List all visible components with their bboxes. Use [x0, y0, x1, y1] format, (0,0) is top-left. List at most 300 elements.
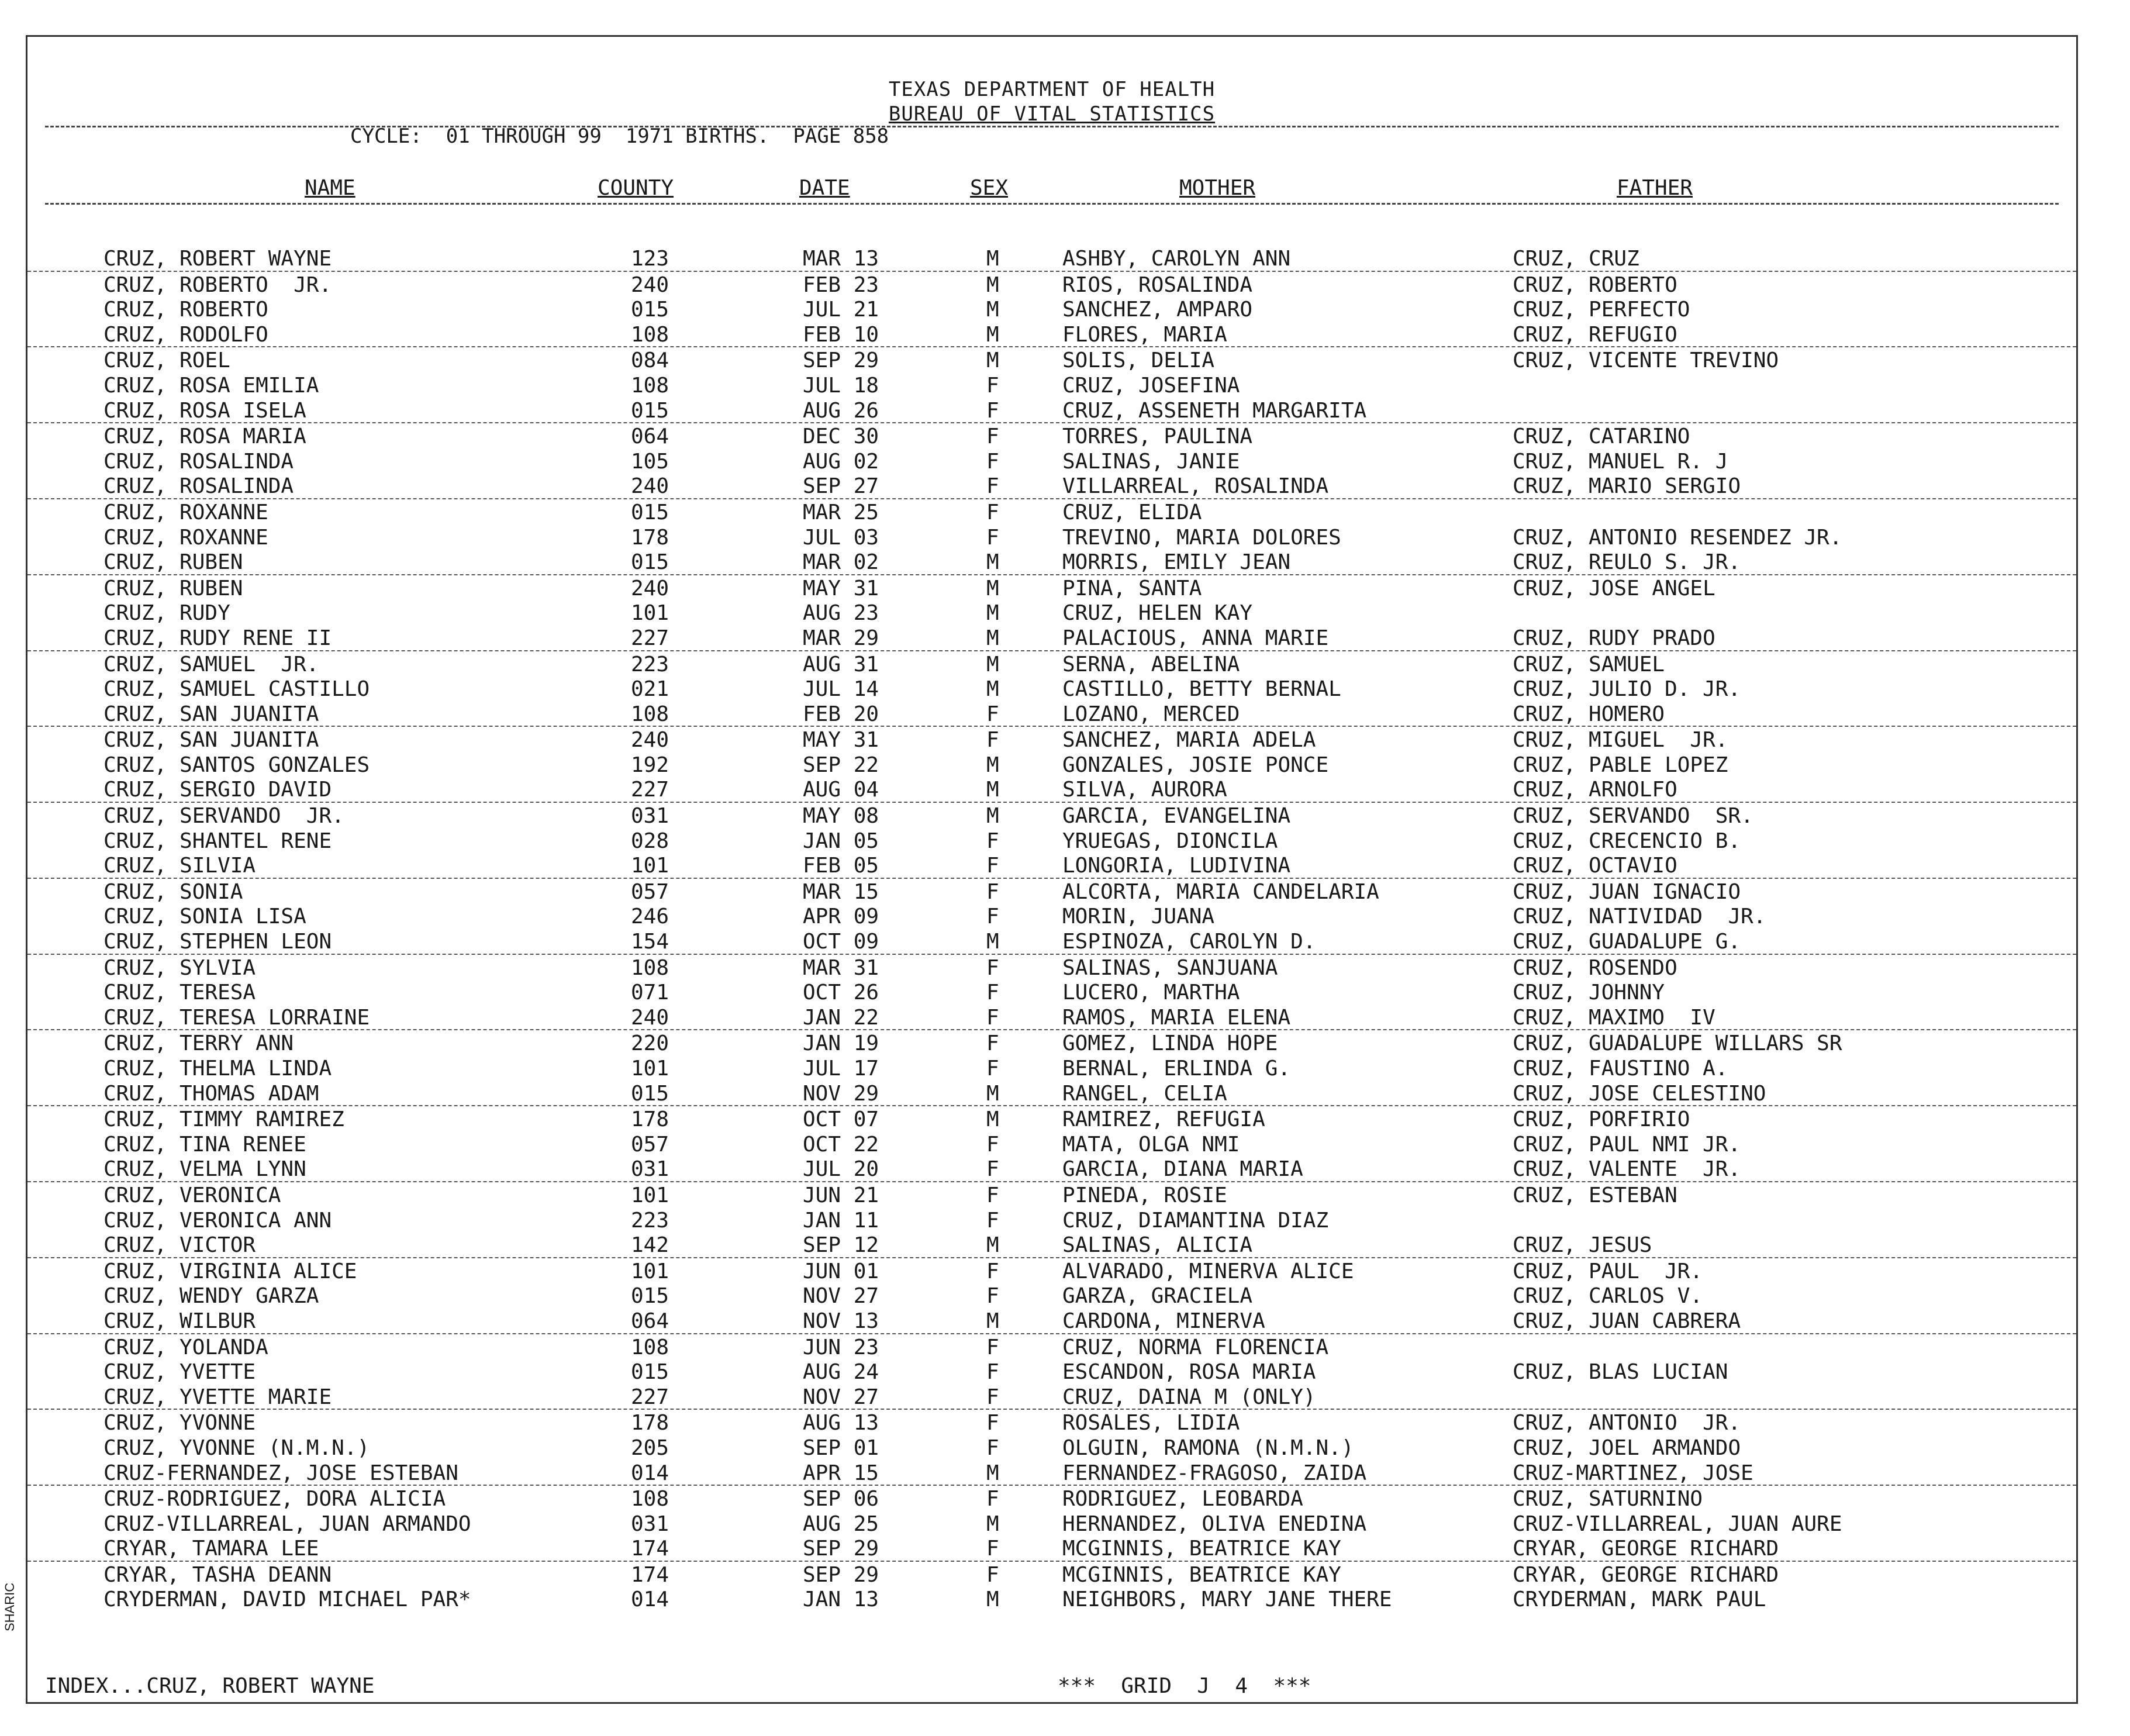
- record-county: 174: [631, 1537, 669, 1561]
- record-mother: RANGEL, CELIA: [1062, 1081, 1227, 1106]
- record-father: CRUZ, VALENTE JR.: [1513, 1157, 1741, 1182]
- record-father: CRUZ, RUDY PRADO: [1513, 626, 1715, 650]
- record-father: CRUZ, VICENTE TREVINO: [1513, 348, 1779, 373]
- record-father: CRUZ-MARTINEZ, JOSE: [1513, 1461, 1753, 1485]
- record-row: [27, 752, 2076, 777]
- record-mother: GARCIA, DIANA MARIA: [1062, 1157, 1303, 1182]
- record-county: 108: [631, 1335, 669, 1359]
- record-father: CRUZ, PERFECTO: [1513, 298, 1690, 322]
- record-mother: SILVA, AURORA: [1062, 778, 1227, 802]
- column-header-father: FATHER: [1617, 176, 1693, 200]
- column-header-divider: [45, 203, 2059, 205]
- record-date: OCT 22: [803, 1132, 879, 1157]
- record-name: CRYAR, TASHA DEANN: [103, 1562, 332, 1587]
- record-mother: GONZALES, JOSIE PONCE: [1062, 753, 1329, 777]
- page-frame: [26, 35, 2078, 1704]
- record-date: MAR 15: [803, 879, 879, 904]
- record-mother: VILLARREAL, ROSALINDA: [1062, 474, 1329, 499]
- record-sex: F: [986, 1259, 999, 1283]
- record-date: AUG 26: [803, 398, 879, 423]
- record-mother: PALACIOUS, ANNA MARIE: [1062, 626, 1329, 650]
- record-mother: GARCIA, EVANGELINA: [1062, 804, 1291, 829]
- record-date: SEP 29: [803, 1537, 879, 1561]
- record-mother: RAMOS, MARIA ELENA: [1062, 1005, 1291, 1030]
- record-sex: M: [986, 930, 999, 954]
- record-row: [27, 828, 2076, 853]
- record-county: 240: [631, 272, 669, 297]
- record-father: CRUZ, SERVANDO SR.: [1513, 804, 1753, 829]
- record-county: 015: [631, 398, 669, 423]
- record-date: JAN 11: [803, 1208, 879, 1233]
- record-name: CRUZ, RUDY: [103, 601, 230, 626]
- record-row: [27, 499, 2076, 524]
- record-name: CRUZ, RUDY RENE II: [103, 626, 332, 650]
- record-date: SEP 27: [803, 474, 879, 499]
- record-row: [27, 1081, 2076, 1107]
- record-county: 227: [631, 778, 669, 802]
- record-date: AUG 13: [803, 1411, 879, 1435]
- record-mother: RIOS, ROSALINDA: [1062, 272, 1253, 297]
- record-row: [27, 1410, 2076, 1435]
- record-mother: ALCORTA, MARIA CANDELARIA: [1062, 879, 1379, 904]
- record-date: NOV 13: [803, 1309, 879, 1333]
- record-date: JUN 21: [803, 1183, 879, 1207]
- column-header-date: DATE: [799, 176, 850, 200]
- record-sex: M: [986, 1461, 999, 1485]
- record-mother: OLGUIN, RAMONA (N.M.N.): [1062, 1435, 1354, 1460]
- record-date: JUN 23: [803, 1335, 879, 1359]
- record-name: CRUZ, ROXANNE: [103, 500, 268, 524]
- record-sex: F: [986, 981, 999, 1005]
- record-name: CRUZ, RUBEN: [103, 576, 243, 600]
- record-row: [27, 1156, 2076, 1182]
- record-date: NOV 27: [803, 1385, 879, 1409]
- record-mother: SERNA, ABELINA: [1062, 652, 1240, 677]
- record-county: 071: [631, 981, 669, 1005]
- record-county: 014: [631, 1587, 669, 1612]
- record-date: AUG 02: [803, 449, 879, 474]
- record-date: AUG 25: [803, 1511, 879, 1536]
- record-name: CRUZ, YOLANDA: [103, 1335, 268, 1359]
- record-date: SEP 29: [803, 348, 879, 373]
- record-row: [27, 1486, 2076, 1511]
- record-mother: MORIN, JUANA: [1062, 905, 1215, 929]
- record-mother: LONGORIA, LUDIVINA: [1062, 854, 1291, 878]
- record-father: CRUZ, ANTONIO RESENDEZ JR.: [1513, 525, 1842, 550]
- record-mother: CASTILLO, BETTY BERNAL: [1062, 677, 1341, 702]
- record-sex: F: [986, 1335, 999, 1359]
- record-date: MAR 29: [803, 626, 879, 650]
- record-county: 108: [631, 322, 669, 347]
- record-county: 064: [631, 1309, 669, 1333]
- record-county: 240: [631, 576, 669, 600]
- record-sex: M: [986, 652, 999, 677]
- record-mother: MATA, OLGA NMI: [1062, 1132, 1240, 1157]
- record-father: CRUZ, REULO S. JR.: [1513, 550, 1741, 575]
- record-row: [27, 296, 2076, 322]
- record-row: [27, 1586, 2076, 1611]
- record-father: CRUZ, PAUL JR.: [1513, 1259, 1703, 1283]
- record-row: [27, 651, 2076, 677]
- record-sex: F: [986, 1360, 999, 1385]
- record-name: CRUZ, VICTOR: [103, 1233, 256, 1258]
- record-county: 101: [631, 601, 669, 626]
- record-row: [27, 903, 2076, 929]
- column-header-county: COUNTY: [598, 176, 674, 200]
- record-row: [27, 1055, 2076, 1081]
- record-sex: F: [986, 829, 999, 853]
- record-county: 105: [631, 449, 669, 474]
- record-date: SEP 29: [803, 1562, 879, 1587]
- record-mother: GARZA, GRACIELA: [1062, 1284, 1253, 1309]
- record-father: CRUZ, JOHNNY: [1513, 981, 1665, 1005]
- record-sex: F: [986, 1435, 999, 1460]
- record-county: 101: [631, 854, 669, 878]
- record-sex: F: [986, 955, 999, 980]
- record-mother: NEIGHBORS, MARY JANE THERE: [1062, 1587, 1392, 1612]
- record-row: [27, 1435, 2076, 1460]
- record-county: 178: [631, 1107, 669, 1132]
- record-row: [27, 1334, 2076, 1359]
- record-name: CRUZ, YVONNE: [103, 1411, 256, 1435]
- record-row: [27, 929, 2076, 955]
- record-father: CRUZ, JUAN IGNACIO: [1513, 879, 1741, 904]
- record-mother: RAMIREZ, REFUGIA: [1062, 1107, 1265, 1132]
- record-mother: CRUZ, DIAMANTINA DIAZ: [1062, 1208, 1329, 1233]
- record-mother: ROSALES, LIDIA: [1062, 1411, 1240, 1435]
- record-date: DEC 30: [803, 424, 879, 449]
- record-father: CRYAR, GEORGE RICHARD: [1513, 1562, 1779, 1587]
- record-date: AUG 04: [803, 778, 879, 802]
- record-row: [27, 524, 2076, 550]
- record-name: CRUZ, ROSA EMILIA: [103, 373, 319, 398]
- record-mother: HERNANDEZ, OLIVA ENEDINA: [1062, 1511, 1367, 1536]
- record-name: CRUZ, SAN JUANITA: [103, 702, 319, 726]
- record-row: [27, 1258, 2076, 1283]
- record-sex: M: [986, 272, 999, 297]
- record-sex: F: [986, 1385, 999, 1409]
- record-father: CRYDERMAN, MARK PAUL: [1513, 1587, 1766, 1612]
- record-father: CRUZ, PABLE LOPEZ: [1513, 753, 1728, 777]
- record-name: CRUZ, TERESA: [103, 981, 256, 1005]
- record-father: CRUZ, MANUEL R. J: [1513, 449, 1728, 474]
- record-county: 057: [631, 879, 669, 904]
- record-date: OCT 09: [803, 930, 879, 954]
- record-county: 220: [631, 1031, 669, 1056]
- record-date: APR 09: [803, 905, 879, 929]
- record-county: 174: [631, 1562, 669, 1587]
- record-date: JAN 05: [803, 829, 879, 853]
- record-sex: F: [986, 1057, 999, 1081]
- record-county: 064: [631, 424, 669, 449]
- record-mother: LOZANO, MERCED: [1062, 702, 1240, 726]
- record-row: [27, 1207, 2076, 1233]
- record-row: [27, 776, 2076, 803]
- record-sex: M: [986, 1309, 999, 1333]
- record-name: CRUZ, ROSALINDA: [103, 449, 294, 474]
- record-date: NOV 29: [803, 1081, 879, 1106]
- record-mother: CARDONA, MINERVA: [1062, 1309, 1265, 1333]
- record-name: CRUZ, THELMA LINDA: [103, 1057, 332, 1081]
- record-name: CRUZ, SONIA LISA: [103, 905, 306, 929]
- record-father: CRUZ, MAXIMO IV: [1513, 1005, 1715, 1030]
- record-name: CRUZ, ROXANNE: [103, 525, 268, 550]
- record-sex: M: [986, 1587, 999, 1612]
- record-name: CRUZ, VERONICA ANN: [103, 1208, 332, 1233]
- record-date: MAR 31: [803, 955, 879, 980]
- record-row: [27, 879, 2076, 904]
- record-row: [27, 1562, 2076, 1587]
- record-county: 028: [631, 829, 669, 853]
- record-mother: FLORES, MARIA: [1062, 322, 1227, 347]
- record-sex: M: [986, 247, 999, 271]
- record-date: SEP 12: [803, 1233, 879, 1258]
- record-date: MAY 31: [803, 728, 879, 753]
- record-row: [27, 246, 2076, 272]
- record-mother: TORRES, PAULINA: [1062, 424, 1253, 449]
- record-sex: M: [986, 1081, 999, 1106]
- record-county: 031: [631, 1511, 669, 1536]
- record-date: APR 15: [803, 1461, 879, 1485]
- record-date: MAR 02: [803, 550, 879, 575]
- record-row: [27, 322, 2076, 348]
- record-sex: F: [986, 1562, 999, 1587]
- record-sex: M: [986, 601, 999, 626]
- record-sex: F: [986, 879, 999, 904]
- record-row: [27, 1384, 2076, 1410]
- record-sex: F: [986, 905, 999, 929]
- record-county: 240: [631, 1005, 669, 1030]
- record-date: MAY 31: [803, 576, 879, 600]
- record-row: [27, 1535, 2076, 1562]
- record-father: CRUZ, JOSE CELESTINO: [1513, 1081, 1766, 1106]
- record-sex: M: [986, 298, 999, 322]
- record-date: FEB 23: [803, 272, 879, 297]
- record-sex: F: [986, 398, 999, 423]
- record-father: CRUZ, MIGUEL JR.: [1513, 728, 1728, 753]
- record-name: CRUZ, SAN JUANITA: [103, 728, 319, 753]
- record-sex: F: [986, 1411, 999, 1435]
- record-date: JUL 14: [803, 677, 879, 702]
- record-sex: F: [986, 728, 999, 753]
- record-county: 015: [631, 1284, 669, 1309]
- record-father: CRUZ, CARLOS V.: [1513, 1284, 1703, 1309]
- record-name: CRUZ, THOMAS ADAM: [103, 1081, 319, 1106]
- record-name: CRUZ, VIRGINIA ALICE: [103, 1259, 357, 1283]
- record-row: [27, 272, 2076, 297]
- record-county: 240: [631, 728, 669, 753]
- record-father: CRUZ, CATARINO: [1513, 424, 1690, 449]
- record-name: CRUZ, SERGIO DAVID: [103, 778, 332, 802]
- record-county: 101: [631, 1183, 669, 1207]
- record-name: CRUZ, SANTOS GONZALES: [103, 753, 370, 777]
- record-mother: SOLIS, DELIA: [1062, 348, 1215, 373]
- record-date: FEB 05: [803, 854, 879, 878]
- record-date: JUL 21: [803, 298, 879, 322]
- record-county: 108: [631, 1487, 669, 1511]
- record-mother: CRUZ, HELEN KAY: [1062, 601, 1253, 626]
- record-sex: F: [986, 1284, 999, 1309]
- record-father: CRUZ, ROBERTO: [1513, 272, 1677, 297]
- record-row: [27, 1308, 2076, 1334]
- record-name: CRUZ, SAMUEL JR.: [103, 652, 319, 677]
- record-county: 101: [631, 1259, 669, 1283]
- record-sex: M: [986, 1511, 999, 1536]
- record-sex: M: [986, 804, 999, 829]
- record-name: CRYDERMAN, DAVID MICHAEL PAR*: [103, 1587, 471, 1612]
- record-sex: M: [986, 677, 999, 702]
- record-father: CRUZ, ANTONIO JR.: [1513, 1411, 1741, 1435]
- record-sex: M: [986, 753, 999, 777]
- record-father: CRUZ, FAUSTINO A.: [1513, 1057, 1728, 1081]
- record-county: 108: [631, 702, 669, 726]
- record-row: [27, 676, 2076, 701]
- record-father: CRUZ, SATURNINO: [1513, 1487, 1703, 1511]
- record-date: JUL 20: [803, 1157, 879, 1182]
- record-father: CRUZ, OCTAVIO: [1513, 854, 1677, 878]
- record-mother: CRUZ, JOSEFINA: [1062, 373, 1240, 398]
- record-mother: TREVINO, MARIA DOLORES: [1062, 525, 1341, 550]
- record-name: CRUZ, ROEL: [103, 348, 230, 373]
- record-row: [27, 398, 2076, 424]
- record-row: [27, 853, 2076, 879]
- record-row: [27, 1283, 2076, 1308]
- record-mother: SALINAS, ALICIA: [1062, 1233, 1253, 1258]
- record-county: 223: [631, 652, 669, 677]
- record-date: AUG 23: [803, 601, 879, 626]
- record-mother: PINA, SANTA: [1062, 576, 1202, 600]
- record-mother: SANCHEZ, AMPARO: [1062, 298, 1253, 322]
- record-sex: F: [986, 449, 999, 474]
- record-sex: F: [986, 1031, 999, 1056]
- record-name: CRUZ, SILVIA: [103, 854, 256, 878]
- record-county: 101: [631, 1057, 669, 1081]
- record-mother: SALINAS, SANJUANA: [1062, 955, 1278, 980]
- record-father: CRUZ, BLAS LUCIAN: [1513, 1360, 1728, 1385]
- record-name: CRUZ, YVETTE: [103, 1360, 256, 1385]
- record-date: AUG 24: [803, 1360, 879, 1385]
- record-mother: CRUZ, DAINA M (ONLY): [1062, 1385, 1316, 1409]
- record-sex: M: [986, 626, 999, 650]
- record-row: [27, 347, 2076, 372]
- record-father: CRUZ, SAMUEL: [1513, 652, 1665, 677]
- record-name: CRUZ-VILLARREAL, JUAN ARMANDO: [103, 1511, 471, 1536]
- record-name: CRUZ, ROSA ISELA: [103, 398, 306, 423]
- record-father: CRUZ, MARIO SERGIO: [1513, 474, 1741, 499]
- record-mother: ALVARADO, MINERVA ALICE: [1062, 1259, 1354, 1283]
- record-county: 015: [631, 1360, 669, 1385]
- record-sex: M: [986, 1233, 999, 1258]
- record-date: SEP 01: [803, 1435, 879, 1460]
- record-sex: F: [986, 525, 999, 550]
- record-name: CRUZ, ROBERT WAYNE: [103, 247, 332, 271]
- record-row: [27, 448, 2076, 474]
- record-father: CRYAR, GEORGE RICHARD: [1513, 1537, 1779, 1561]
- record-name: CRUZ, ROBERTO JR.: [103, 272, 332, 297]
- record-date: MAR 25: [803, 500, 879, 524]
- record-date: JUL 03: [803, 525, 879, 550]
- record-mother: MCGINNIS, BEATRICE KAY: [1062, 1537, 1341, 1561]
- department-title: TEXAS DEPARTMENT OF HEALTH: [888, 78, 1216, 101]
- record-row: [27, 1030, 2076, 1055]
- record-name: CRUZ, VELMA LYNN: [103, 1157, 306, 1182]
- record-row: [27, 1232, 2076, 1258]
- record-sex: M: [986, 1107, 999, 1132]
- record-name: CRUZ, RODOLFO: [103, 322, 268, 347]
- record-date: NOV 27: [803, 1284, 879, 1309]
- record-row: [27, 625, 2076, 651]
- record-father: CRUZ, CRECENCIO B.: [1513, 829, 1741, 853]
- record-row: [27, 1005, 2076, 1031]
- record-county: 015: [631, 298, 669, 322]
- record-father: CRUZ, ESTEBAN: [1513, 1183, 1677, 1207]
- record-row: [27, 701, 2076, 727]
- record-name: CRUZ, SHANTEL RENE: [103, 829, 332, 853]
- record-mother: GOMEZ, LINDA HOPE: [1062, 1031, 1278, 1056]
- record-date: SEP 22: [803, 753, 879, 777]
- record-name: CRUZ-FERNANDEZ, JOSE ESTEBAN: [103, 1461, 458, 1485]
- record-county: 178: [631, 525, 669, 550]
- record-father: CRUZ, CRUZ: [1513, 247, 1639, 271]
- record-row: [27, 372, 2076, 398]
- record-mother: SANCHEZ, MARIA ADELA: [1062, 728, 1316, 753]
- record-county: 015: [631, 500, 669, 524]
- record-county: 031: [631, 804, 669, 829]
- record-father: CRUZ, JOSE ANGEL: [1513, 576, 1715, 600]
- side-label: SHARIC: [2, 1582, 17, 1631]
- record-row: [27, 1359, 2076, 1384]
- record-sex: F: [986, 373, 999, 398]
- record-county: 108: [631, 373, 669, 398]
- cycle-line: CYCLE: 01 THROUGH 99 1971 BIRTHS. PAGE 858: [350, 125, 889, 148]
- record-mother: MCGINNIS, BEATRICE KAY: [1062, 1562, 1341, 1587]
- index-label: INDEX...CRUZ, ROBERT WAYNE: [45, 1674, 375, 1698]
- record-name: CRUZ, SONIA: [103, 879, 243, 904]
- record-county: 021: [631, 677, 669, 702]
- record-date: JUL 18: [803, 373, 879, 398]
- record-date: JUL 17: [803, 1057, 879, 1081]
- record-sex: F: [986, 1183, 999, 1207]
- record-sex: M: [986, 322, 999, 347]
- record-sex: F: [986, 1487, 999, 1511]
- record-row: [27, 575, 2076, 600]
- record-county: 227: [631, 1385, 669, 1409]
- record-mother: ESPINOZA, CAROLYN D.: [1062, 930, 1316, 954]
- header-divider: [45, 126, 2059, 127]
- record-name: CRUZ, RUBEN: [103, 550, 243, 575]
- record-county: 015: [631, 550, 669, 575]
- record-county: 108: [631, 955, 669, 980]
- record-date: JAN 13: [803, 1587, 879, 1612]
- record-row: [27, 803, 2076, 828]
- record-county: 031: [631, 1157, 669, 1182]
- record-row: [27, 473, 2076, 499]
- record-mother: ESCANDON, ROSA MARIA: [1062, 1360, 1316, 1385]
- record-name: CRYAR, TAMARA LEE: [103, 1537, 319, 1561]
- column-header-sex: SEX: [970, 176, 1009, 200]
- record-row: [27, 1460, 2076, 1486]
- record-name: CRUZ, YVONNE (N.M.N.): [103, 1435, 370, 1460]
- record-father: CRUZ-VILLARREAL, JUAN AURE: [1513, 1511, 1842, 1536]
- record-sex: F: [986, 702, 999, 726]
- record-father: CRUZ, PAUL NMI JR.: [1513, 1132, 1741, 1157]
- record-county: 192: [631, 753, 669, 777]
- record-date: JAN 19: [803, 1031, 879, 1056]
- record-date: AUG 31: [803, 652, 879, 677]
- record-county: 223: [631, 1208, 669, 1233]
- record-county: 178: [631, 1411, 669, 1435]
- record-mother: PINEDA, ROSIE: [1062, 1183, 1227, 1207]
